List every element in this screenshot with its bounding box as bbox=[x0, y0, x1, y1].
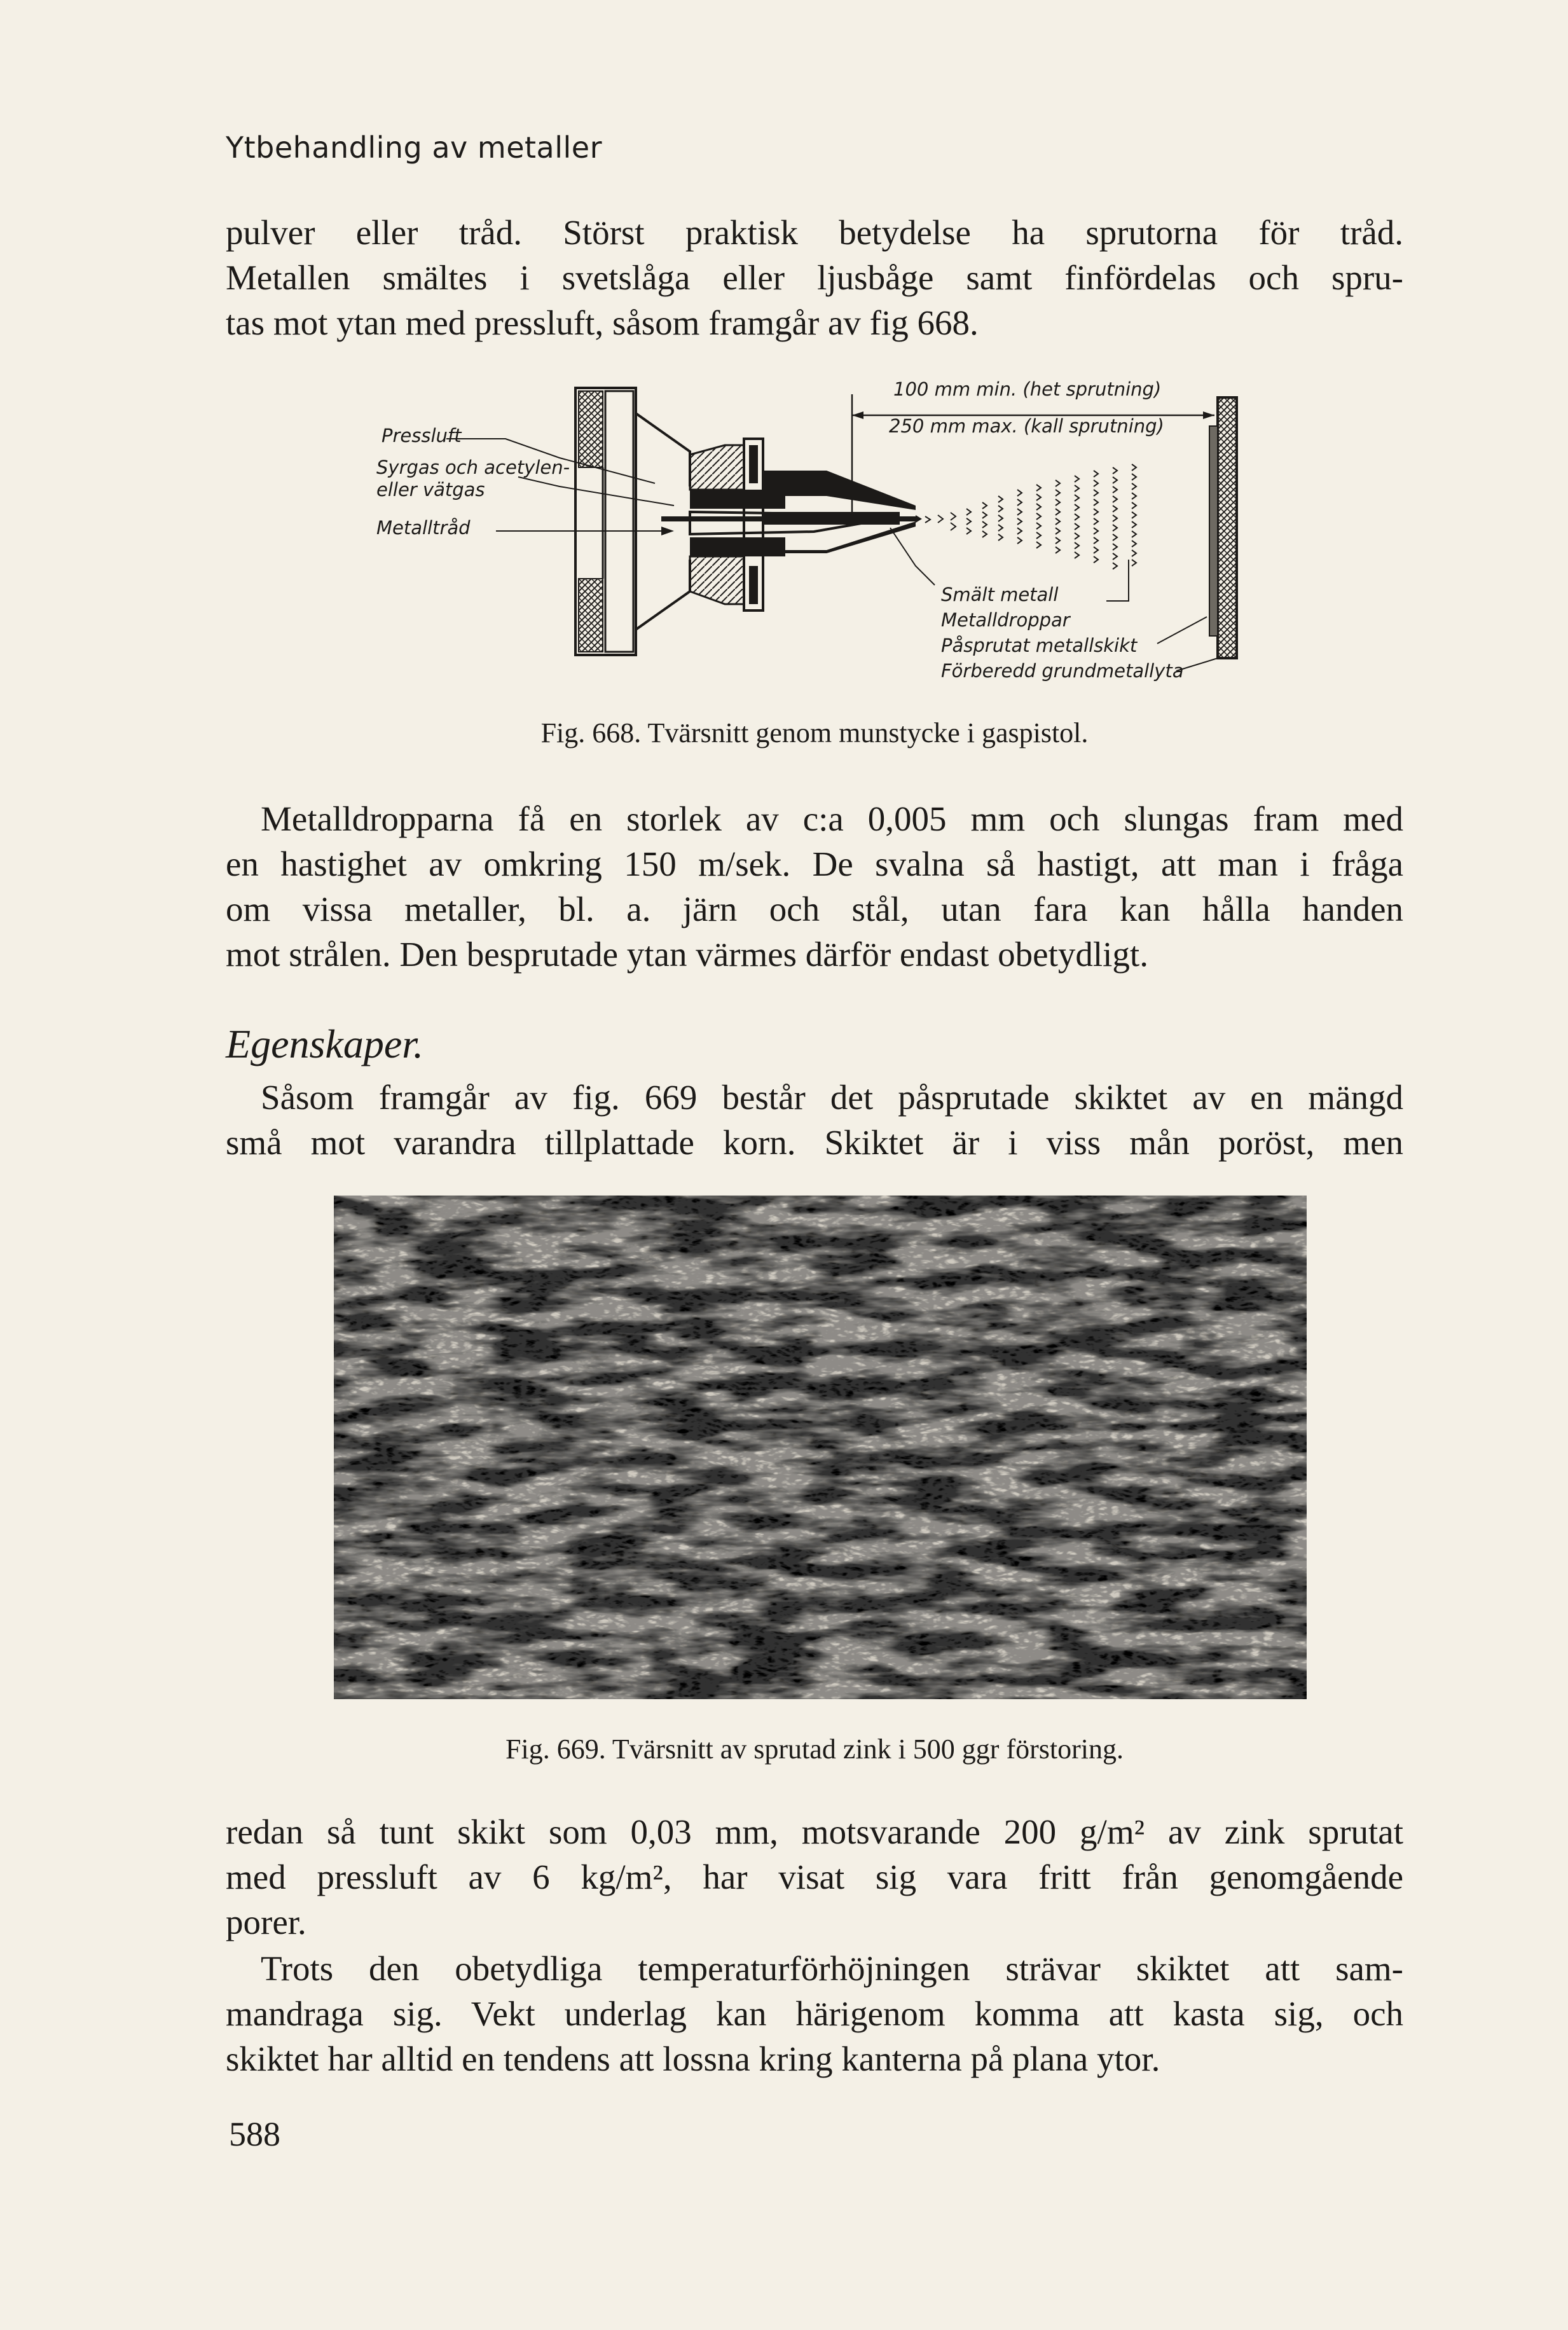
text-line: om vissa metaller, bl. a. järn och stål, utan fara kan hålla handen bbox=[226, 890, 1403, 928]
text-line: en hastighet av omkring 150 m/sek. De svalna så hastigt, att man i fråga bbox=[226, 844, 1403, 883]
text-line: mot strålen. Den besprutade ytan värmes därför endast obetydligt. bbox=[226, 935, 1148, 974]
text-line: redan så tunt skikt som 0,03 mm, motsvarande 200 g/m² av zink sprutat bbox=[226, 1812, 1403, 1851]
text-line: pulver eller tråd. Störst praktisk betydelse ha sprutorna för tråd. bbox=[226, 213, 1403, 252]
label-forberedd: Förberedd grundmetallyta bbox=[941, 660, 1184, 682]
paragraph-contraction bbox=[226, 1946, 1403, 2081]
figure-669-caption: Fig. 669. Tvärsnitt av sprutad zink i 500 ggr förstoring. bbox=[505, 1734, 1124, 1765]
text-line: Såsom framgår av fig. 669 består det påsprutade skiktet av en mängd bbox=[261, 1078, 1403, 1117]
label-distance-hot: 100 mm min. (het sprutning) bbox=[893, 378, 1162, 400]
page-number: 588 bbox=[229, 2115, 280, 2153]
figure-668-caption: Fig. 668. Tvärsnitt genom munstycke i gaspistol. bbox=[540, 717, 1089, 748]
section-heading: Egenskaper. bbox=[226, 1021, 424, 1066]
label-pasprutat: Påsprutat metallskikt bbox=[941, 635, 1138, 656]
paragraph-droplets bbox=[226, 796, 1403, 977]
figure-668-diagram bbox=[369, 375, 1259, 700]
workpiece-base-metal bbox=[1218, 397, 1237, 658]
text-line: Trots den obetydliga temperaturförhöjningen strävar skiktet att sam- bbox=[261, 1949, 1403, 1988]
figure-669-micrograph bbox=[334, 1196, 1307, 1699]
paragraph-properties bbox=[226, 1075, 1403, 1165]
paragraph-spraying-intro bbox=[226, 210, 1403, 345]
text-line: med pressluft av 6 kg/m², har visat sig vara fritt från genomgående bbox=[226, 1858, 1403, 1896]
zinc-micrograph-image bbox=[334, 1196, 1307, 1699]
label-pressluft: Pressluft bbox=[382, 425, 462, 446]
label-metalltrad: Metalltråd bbox=[376, 517, 471, 539]
text-line: tas mot ytan med pressluft, såsom framgår av fig 668. bbox=[226, 303, 979, 342]
label-smalt-metall: Smält metall bbox=[941, 584, 1059, 605]
label-syrgas-line1: Syrgas och acetylen- bbox=[376, 457, 570, 478]
label-metalldroppar: Metalldroppar bbox=[941, 609, 1070, 631]
text-line: porer. bbox=[226, 1903, 306, 1941]
label-distance-cold: 250 mm max. (kall sprutning) bbox=[889, 415, 1164, 437]
text-line: Metallen smältes i svetslåga eller ljusbåge samt finfördelas och spru- bbox=[226, 258, 1403, 297]
spray-droplets bbox=[925, 464, 1136, 569]
running-head: Ytbehandling av metaller bbox=[226, 130, 603, 165]
paragraph-thin-layer bbox=[226, 1809, 1403, 1945]
text-line: skiktet har alltid en tendens att lossna kring kanterna på plana ytor. bbox=[226, 2039, 1160, 2078]
text-line: små mot varandra tillplattade korn. Skiktet är i viss mån poröst, men bbox=[226, 1123, 1403, 1162]
text-line: mandraga sig. Vekt underlag kan härigenom komma att kasta sig, och bbox=[226, 1994, 1403, 2033]
text-line: Metalldropparna få en storlek av c:a 0,005 mm och slungas fram med bbox=[261, 799, 1403, 838]
nozzle-cross-section-drawing bbox=[369, 375, 1259, 700]
sprayed-coating bbox=[1209, 426, 1218, 636]
label-syrgas-line2: eller vätgas bbox=[376, 479, 485, 500]
